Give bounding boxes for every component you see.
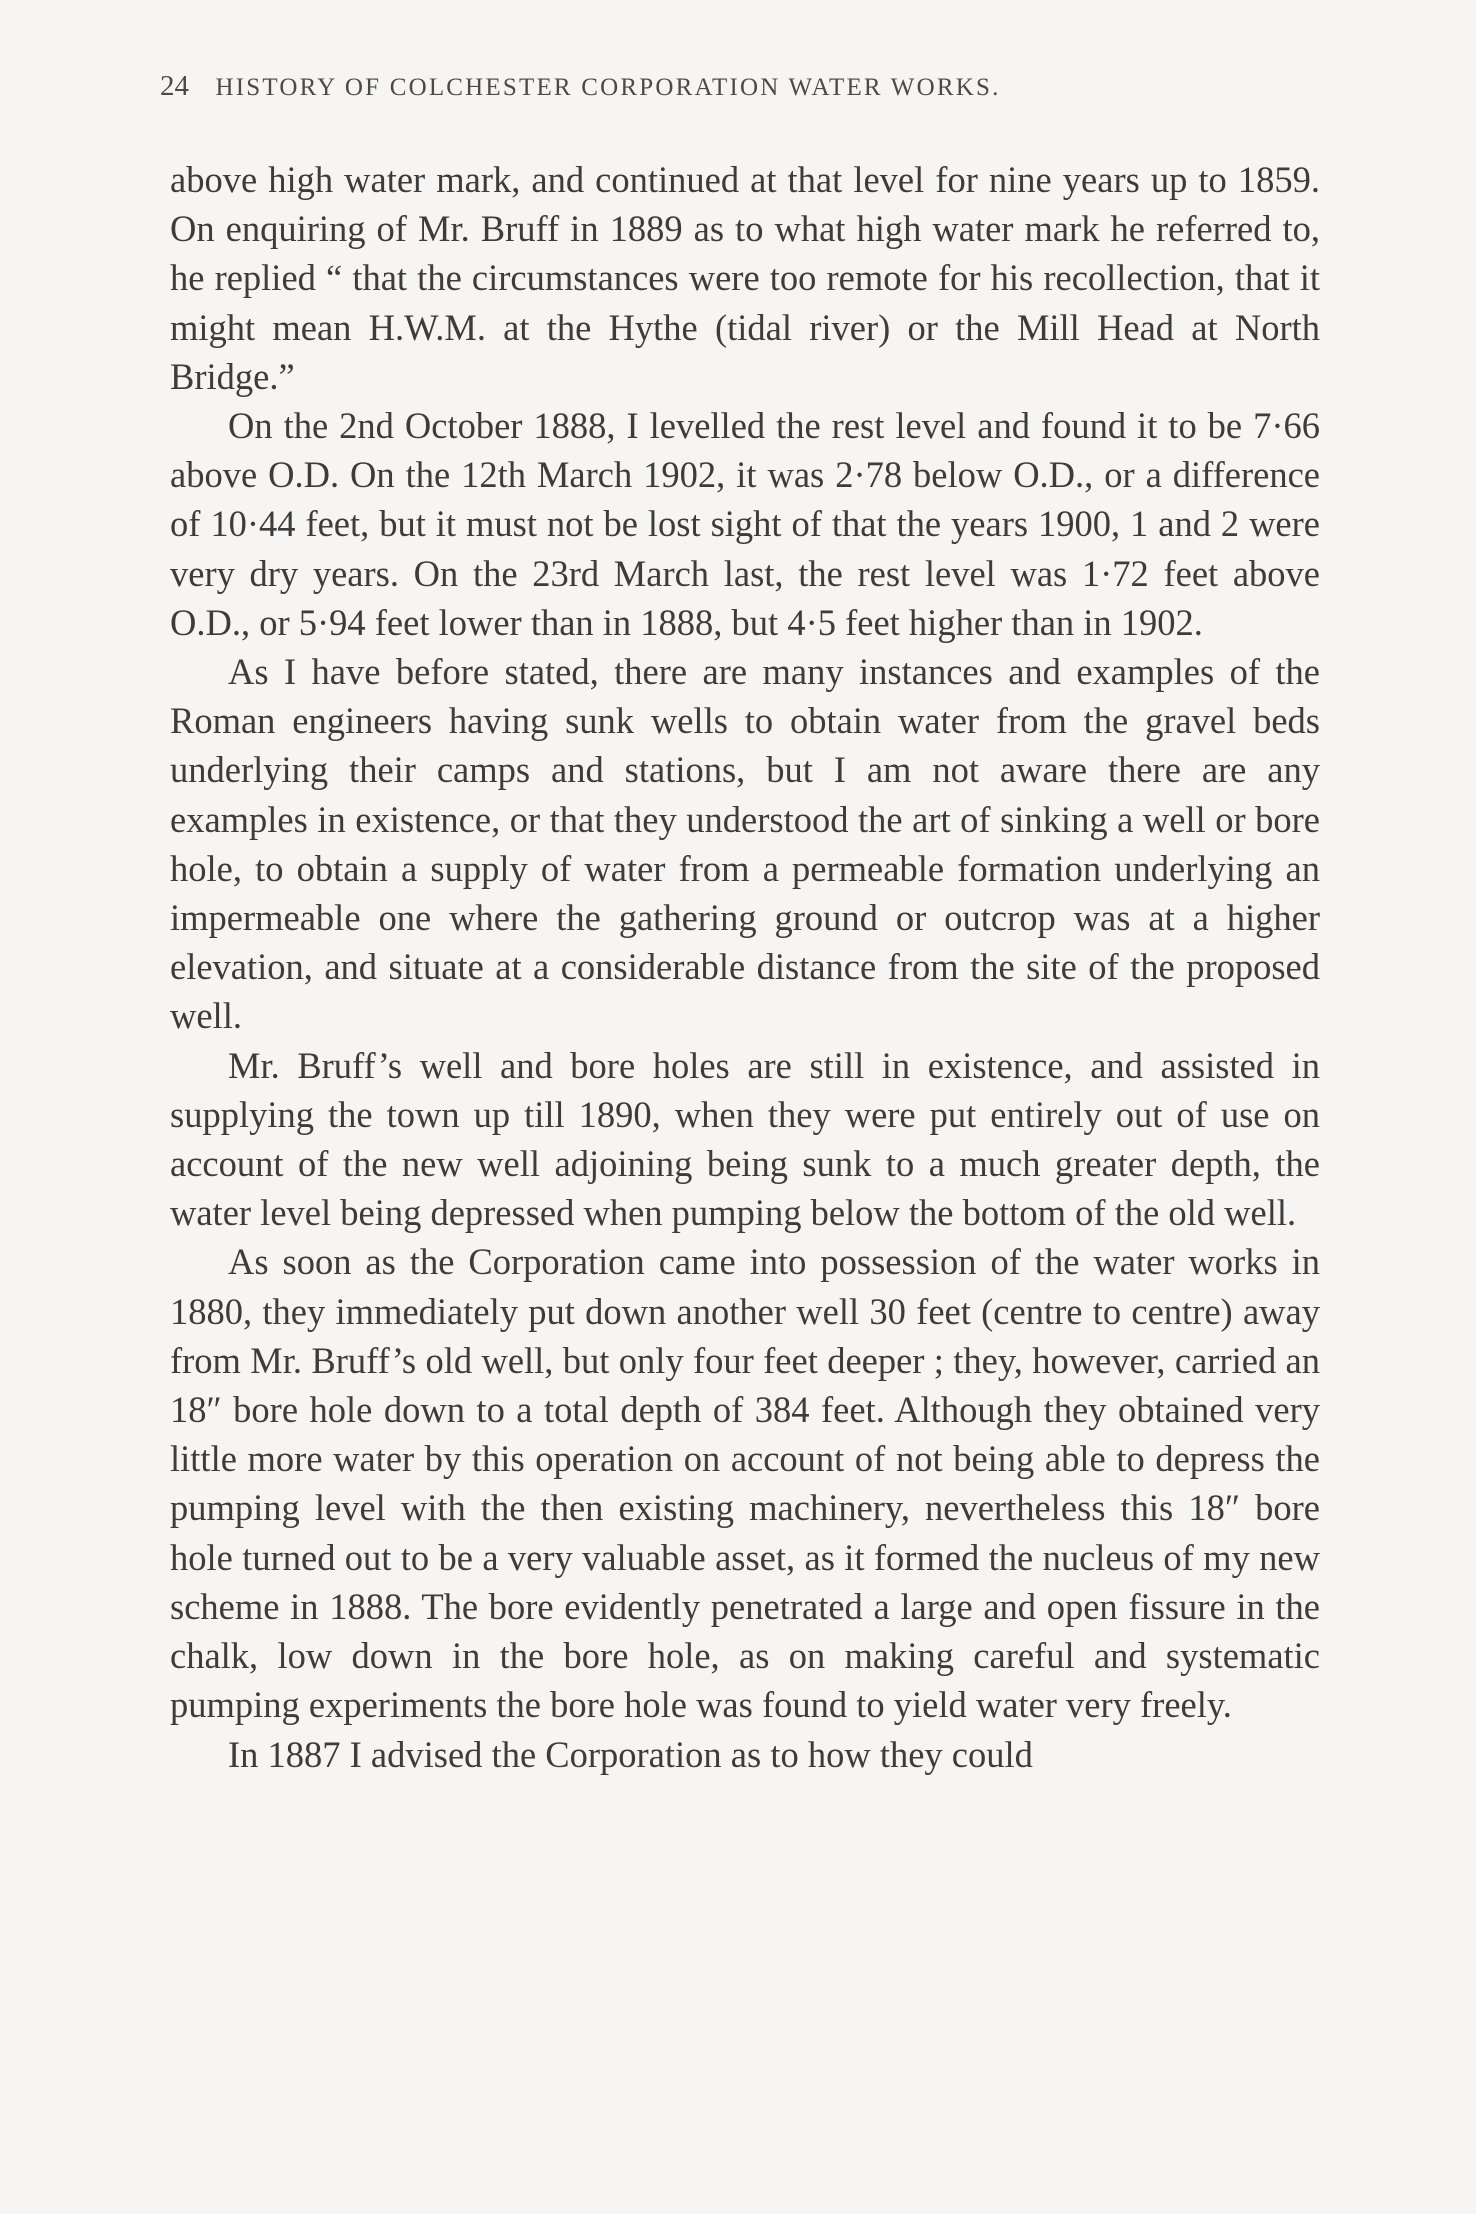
paragraph-corporation-works: As soon as the Corporation came into possession of the water works in 1880, they immediately put down another well 30 feet (centre to centre) away from Mr. Bruff’s old well, but only four feet deeper ; they, however, carried an 18″ bore hole down to a total depth of 384 feet. Although they obtained very little more water by this operation on account of not being able to depress the pumping level with the then existing machinery, nevertheless this 18″ bore hole turned out to be a very valuable asset, as it formed the nucleus of my new scheme in 1888. The bore evidently penetrated a large and open fissure in the chalk, low down in the bore hole, as on making careful and systematic pumping experiments the bore hole was found to yield water very freely. <box>170 1241 1320 1726</box>
paragraph-continuation: above high water mark, and continued at that level for nine years up to 1859. On enquiring of Mr. Bruff in 1889 as to what high water mark he referred to, he replied “ that the circumstances were too remote for his recollection, that it might mean H.W.M. at the Hythe (tidal river) or the Mill Head at North Bridge.” <box>170 159 1320 397</box>
running-head <box>160 70 1320 103</box>
paragraph-roman-wells: As I have before stated, there are many instances and examples of the Roman engineers having sunk wells to obtain water from the gravel beds underlying their camps and stations, but I am not aware there are any examples in existence, or that they understood the art of sinking a well or bore hole, to obtain a supply of water from a permeable formation underlying an impermeable one where the gathering ground or outcrop was at a higher elevation, and situate at a considerable distance from the site of the proposed well. <box>170 651 1320 1037</box>
body-text <box>170 155 1320 1779</box>
paragraph-bruff-wells: Mr. Bruff’s well and bore holes are still in existence, and assisted in supplying the town up till 1890, when they were put entirely out of use on account of the new well adjoining being sunk to a much greater depth, the water level being depressed when pumping below the bottom of the old well. <box>170 1044 1320 1234</box>
page-number: 24 <box>160 70 189 102</box>
running-title: HISTORY OF COLCHESTER CORPORATION WATER WORKS. <box>215 74 1001 101</box>
paragraph-rest-level: On the 2nd October 1888, I levelled the rest level and found it to be 7·66 above O.D. On the 12th March 1902, it was 2·78 below O.D., or a difference of 10·44 feet, but it must not be lost sight of that the years 1900, 1 and 2 were very dry years. On the 23rd March last, the rest level was 1·72 feet above O.D., or 5·94 feet lower than in 1888, but 4·5 feet higher than in 1902. <box>170 405 1320 643</box>
paragraph-1887-advice: In 1887 I advised the Corporation as to how they could <box>228 1733 1033 1775</box>
